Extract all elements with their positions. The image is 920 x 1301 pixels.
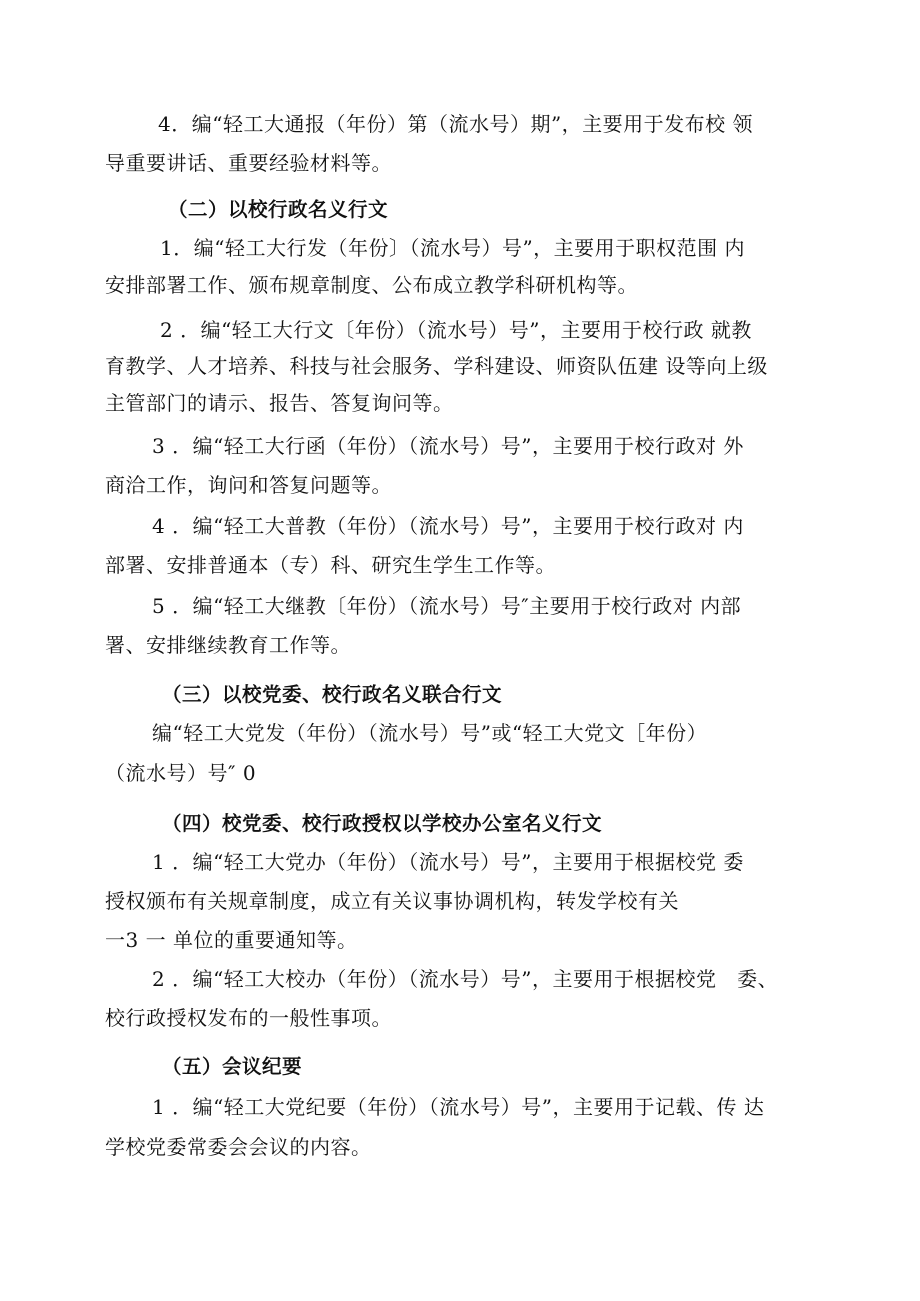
admin-item-2-line-2: 育教学、人才培养、科技与社会服务、学科建设、师资队伍建 设等向上级 [105,354,768,378]
item-4-line-1: 4．编“轻工大通报（年份）第（流水号）期”，主要用于发布校 领 [158,112,754,136]
admin-item-3-line-2: 商洽工作，询问和答复问题等。 [105,473,392,497]
admin-item-1-line-1: 1．编“轻工大行发（年份〕（流水号）号”，主要用于职权范围 内 [160,236,746,260]
section-heading-5: （五）会议纪要 [162,1055,303,1078]
office-item-1-line-3: 一3 一 单位的重要通知等。 [105,928,358,952]
office-item-2-line-2: 校行政授权发布的一般性事项。 [105,1006,392,1030]
item-4-line-2: 导重要讲话、重要经验材料等。 [105,151,392,175]
admin-item-1-line-2: 安排部署工作、颁布规章制度、公布成立教学科研机构等。 [105,273,638,297]
admin-item-2-line-1: 2 ．编“轻工大行文〔年份）（流水号）号”，主要用于校行政 就教 [160,318,752,342]
office-item-1-line-1: 1 ．编“轻工大党办（年份）（流水号）号”，主要用于根据校党 委 [152,850,744,874]
admin-item-5-line-2: 署、安排继续教育工作等。 [105,633,351,657]
office-item-2-line-1: 2 ．编“轻工大校办（年份）（流水号）号”，主要用于根据校党 委、 [152,967,779,991]
joint-line-2: （流水号）号″ 0 [105,761,257,785]
admin-item-3-line-1: 3 ．编“轻工大行函（年份）（流水号）号”，主要用于校行政对 外 [152,434,744,458]
joint-line-1: 编“轻工大党发（年份）（流水号）号”或“轻工大党文［年份） [152,721,708,745]
admin-item-5-line-1: 5 ．编“轻工大继教〔年份）（流水号）号″主要用于校行政对 内部 [152,594,742,618]
section-heading-4: （四）校党委、校行政授权以学校办公室名义行文 [162,812,603,835]
section-heading-3: （三）以校党委、校行政名义联合行文 [162,683,503,706]
minutes-item-1-line-2: 学校党委常委会会议的内容。 [105,1135,372,1159]
admin-item-4-line-2: 部署、安排普通本（专）科、研究生学生工作等。 [105,553,556,577]
admin-item-2-line-3: 主管部门的请示、报告、答复询问等。 [105,391,454,415]
minutes-item-1-line-1: 1 ．编“轻工大党纪要（年份）（流水号）号”，主要用于记载、传 达 [152,1095,765,1119]
admin-item-4-line-1: 4 ．编“轻工大普教（年份）（流水号）号”，主要用于校行政对 内 [152,514,744,538]
office-item-1-line-2: 授权颁布有关规章制度，成立有关议事协调机构，转发学校有关 [105,889,679,913]
section-heading-2: （二）以校行政名义行文 [168,198,389,221]
